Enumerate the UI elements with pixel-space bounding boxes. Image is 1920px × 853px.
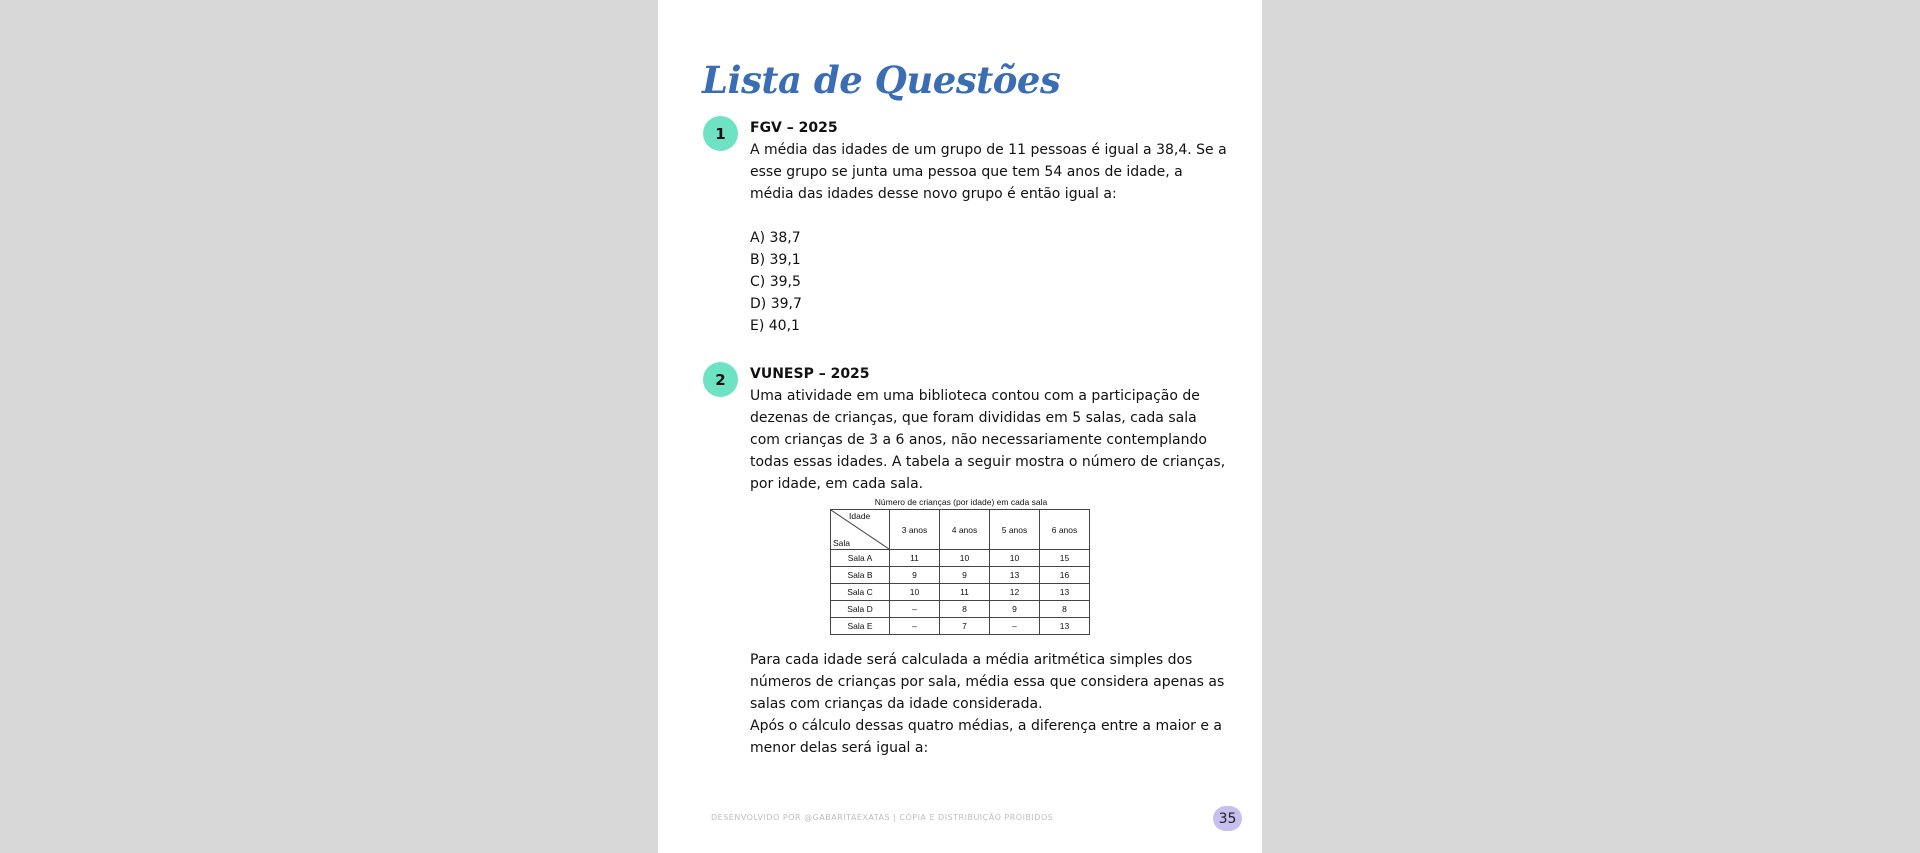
- question-2-text-2: Para cada idade será calculada a média aritmética simples dos números de crianças por sala, média essa que considera apenas as salas com crianças da idade considerada.: [750, 652, 1225, 712]
- children-table-figure: [830, 497, 1092, 635]
- table-cell: 13: [1040, 584, 1090, 601]
- corner-label-sala: Sala: [833, 538, 851, 548]
- table-cell: 13: [1040, 618, 1090, 635]
- page-number-badge: 35: [1213, 806, 1242, 831]
- question-2: [750, 363, 1230, 495]
- table-cell: –: [890, 601, 940, 618]
- table-cell: 11: [890, 550, 940, 567]
- question-1-source: FGV – 2025: [750, 120, 838, 136]
- table-cell: 15: [1040, 550, 1090, 567]
- table-cell: 12: [990, 584, 1040, 601]
- table-cell: 16: [1040, 567, 1090, 584]
- table-cell: 11: [940, 584, 990, 601]
- footer-copyright: DESENVOLVIDO POR @GABARITAEXATAS | CÓPIA E DISTRIBUIÇÃO PROIBIDOS: [711, 813, 1054, 822]
- option-d: D) 39,7: [750, 296, 802, 312]
- table-row: [831, 567, 1090, 584]
- children-per-room-table: [830, 509, 1090, 635]
- table-cell: 8: [940, 601, 990, 618]
- table-row: [831, 584, 1090, 601]
- table-cell: 9: [940, 567, 990, 584]
- row-label: Sala E: [831, 618, 890, 635]
- question-1: [750, 117, 1230, 337]
- question-2-text: Uma atividade em uma biblioteca contou com a participação de dezenas de crianças, que foram divididas em 5 salas, cada sala com crianças de 3 a 6 anos, não necessariamente contemplando todas essas idades. A tabela a seguir mostra o número de crianças, por idade, em cada sala.: [750, 388, 1226, 492]
- option-a: A) 38,7: [750, 230, 801, 246]
- question-2-continuation: [750, 649, 1230, 759]
- option-e: E) 40,1: [750, 318, 800, 334]
- question-2-number-badge: 2: [703, 362, 738, 397]
- row-label: Sala A: [831, 550, 890, 567]
- row-label: Sala B: [831, 567, 890, 584]
- table-row: [831, 601, 1090, 618]
- question-2-text-3: Após o cálculo dessas quatro médias, a diferença entre a maior e a menor delas será igual a:: [750, 718, 1222, 756]
- table-cell: 8: [1040, 601, 1090, 618]
- option-b: B) 39,1: [750, 252, 801, 268]
- document-page: [658, 0, 1262, 853]
- table-cell: 10: [940, 550, 990, 567]
- column-header: 4 anos: [940, 510, 990, 550]
- question-1-number-badge: 1: [703, 116, 738, 151]
- row-label: Sala D: [831, 601, 890, 618]
- row-label: Sala C: [831, 584, 890, 601]
- table-row: [831, 550, 1090, 567]
- corner-label-idade: Idade: [849, 511, 871, 521]
- question-1-text: A média das idades de um grupo de 11 pessoas é igual a 38,4. Se a esse grupo se junta uma pessoa que tem 54 anos de idade, a média das idades desse novo grupo é então igual a:: [750, 142, 1227, 202]
- table-cell: 10: [990, 550, 1040, 567]
- table-caption: Número de crianças (por idade) em cada sala: [874, 497, 1048, 507]
- table-cell: 10: [890, 584, 940, 601]
- column-header: 3 anos: [890, 510, 940, 550]
- table-cell: 9: [890, 567, 940, 584]
- table-cell: 9: [990, 601, 1040, 618]
- table-row: [831, 618, 1090, 635]
- table-corner-cell: [831, 510, 890, 550]
- question-1-options: [750, 227, 1230, 337]
- column-header: 6 anos: [1040, 510, 1090, 550]
- table-cell: –: [990, 618, 1040, 635]
- table-cell: 13: [990, 567, 1040, 584]
- table-cell: –: [890, 618, 940, 635]
- table-cell: 7: [940, 618, 990, 635]
- question-2-source: VUNESP – 2025: [750, 366, 870, 382]
- page-title: Lista de Questões: [702, 58, 1061, 102]
- column-header: 5 anos: [990, 510, 1040, 550]
- option-c: C) 39,5: [750, 274, 801, 290]
